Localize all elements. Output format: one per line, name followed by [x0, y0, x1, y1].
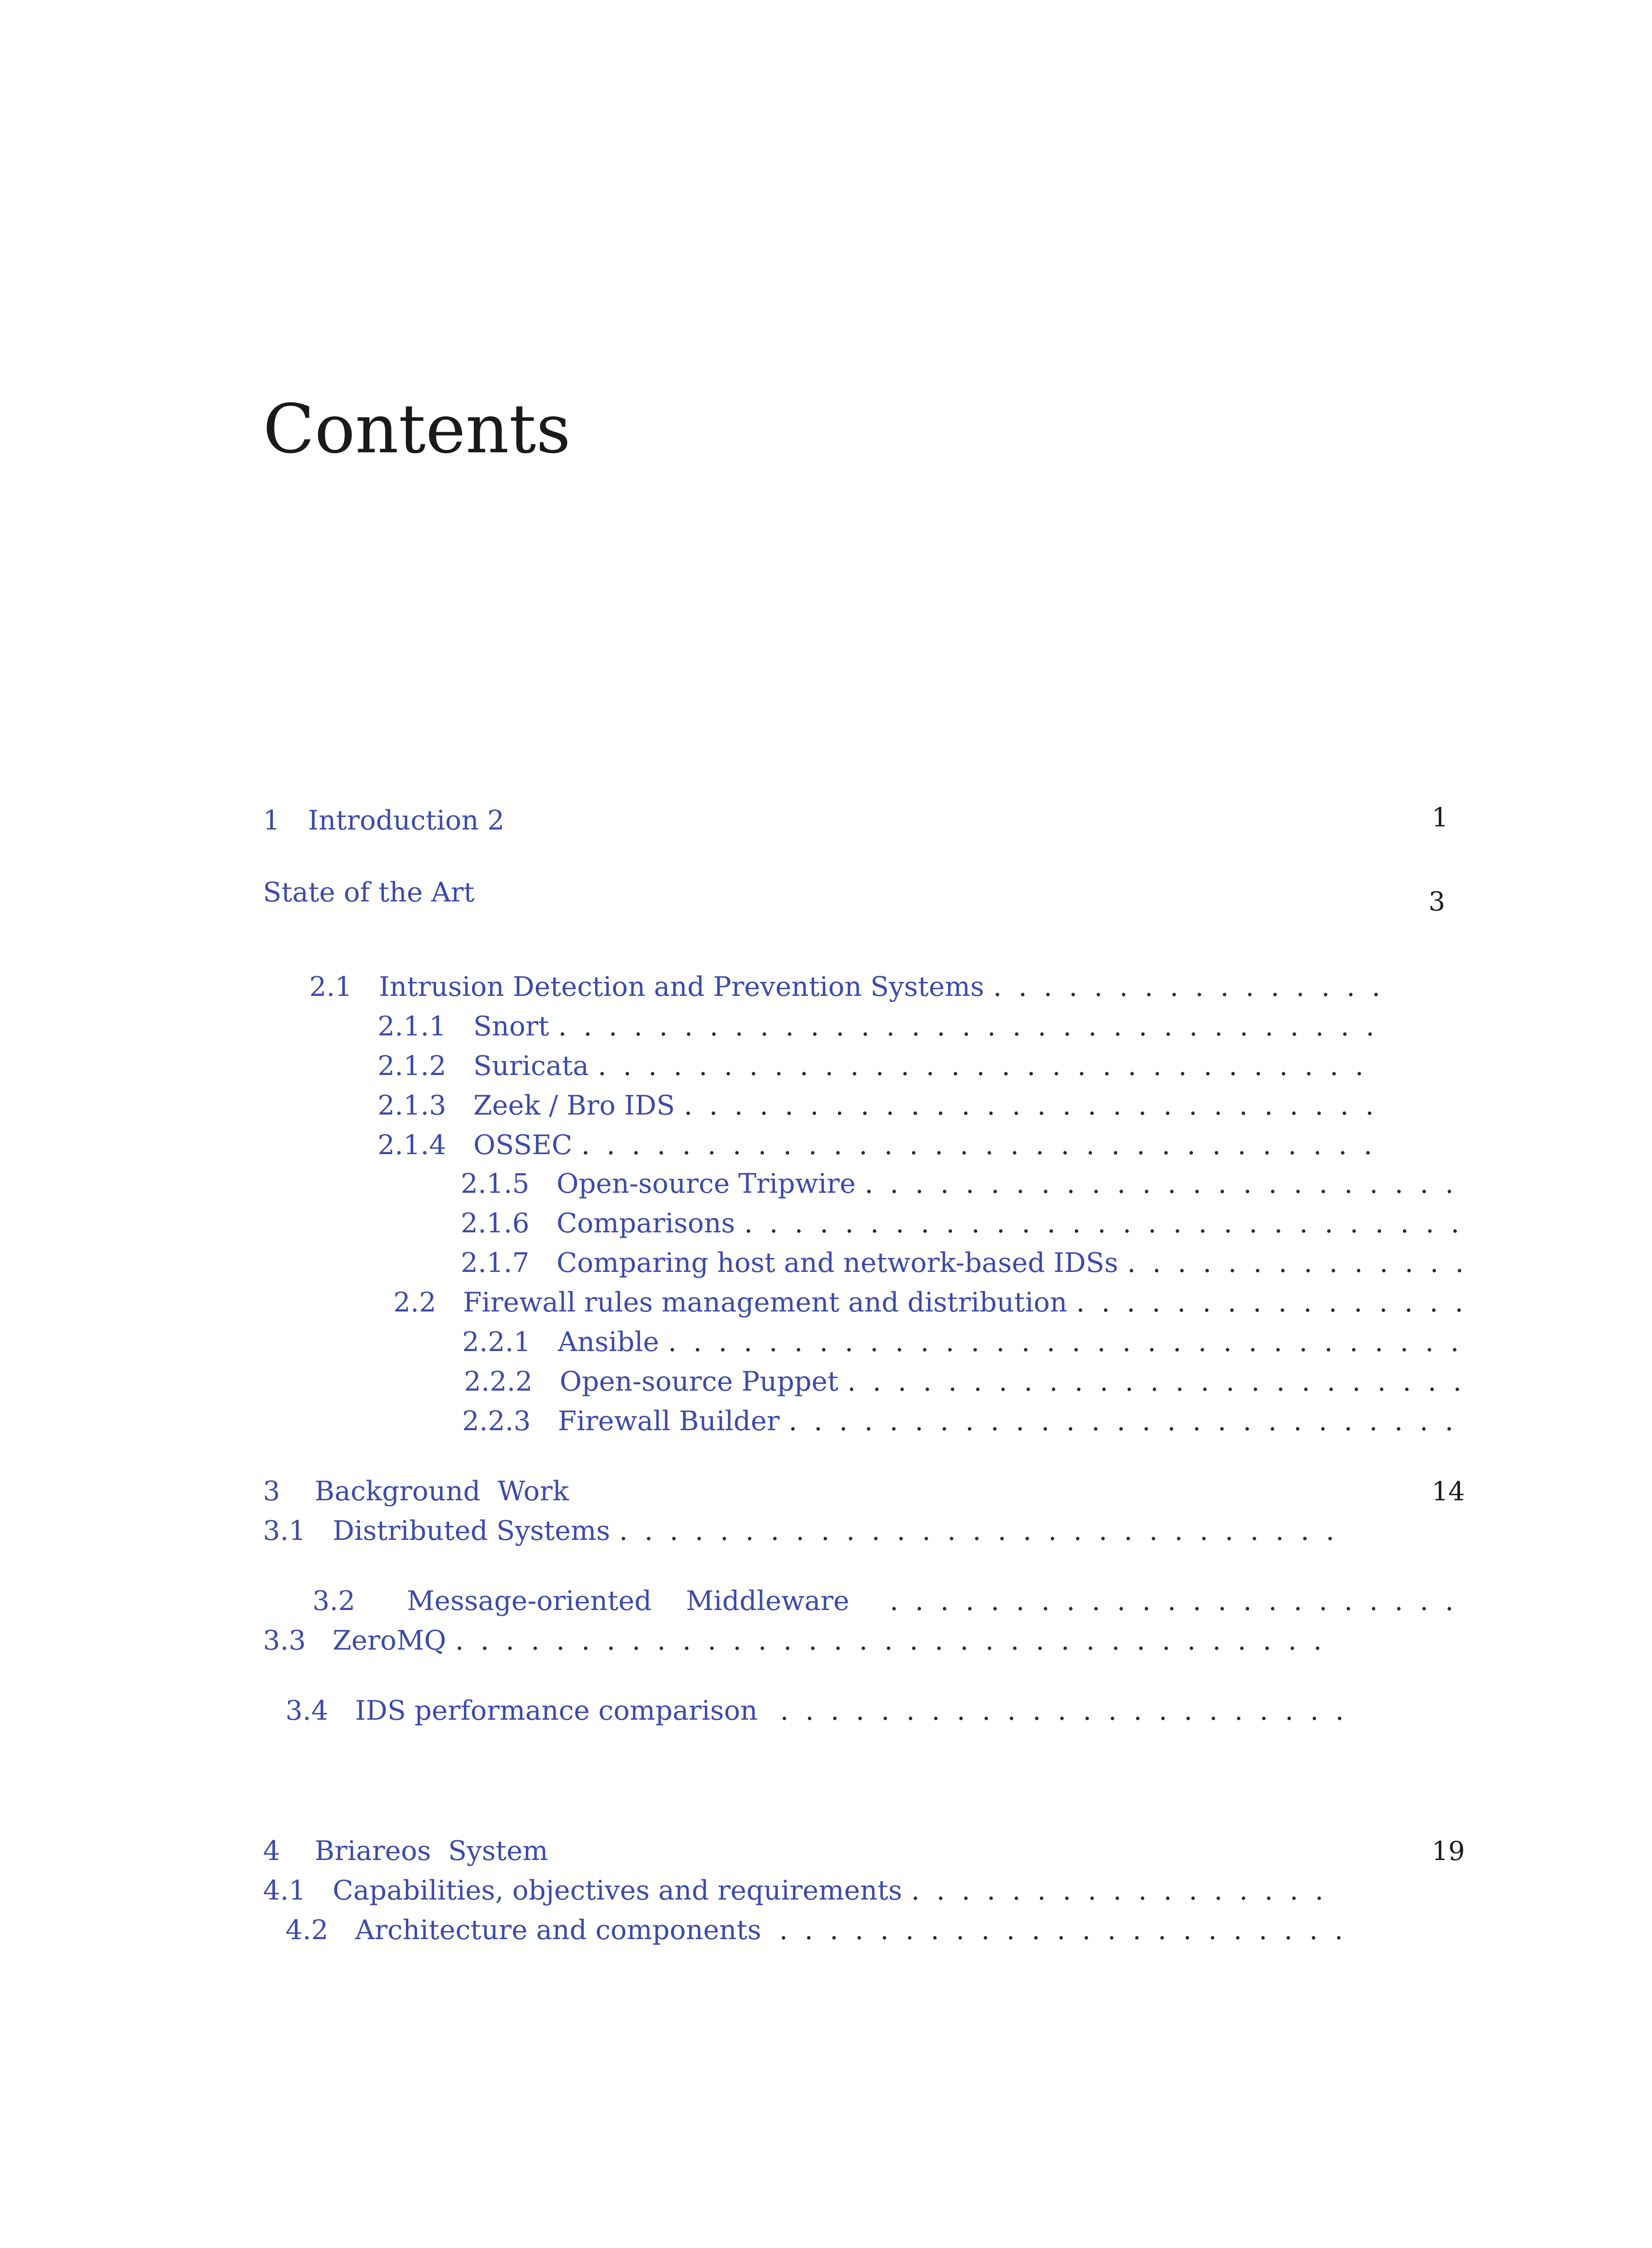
toc-label: Firewall Builder — [558, 1405, 780, 1437]
toc-leader-dots — [1067, 1287, 1465, 1318]
toc-number: 2.1 — [309, 971, 352, 1003]
toc-entry-section-2-2-1[interactable] — [462, 1326, 1465, 1358]
toc-label: OSSEC — [473, 1129, 573, 1161]
toc-leader-dots — [984, 971, 1380, 1003]
toc-entry-section-2-1-5[interactable] — [461, 1168, 1465, 1200]
toc-number: 3.3 — [263, 1625, 306, 1656]
toc-entry-section-4-2[interactable] — [285, 1914, 1355, 1946]
toc-entry-section-3-4[interactable] — [285, 1695, 1355, 1726]
toc-entry-section-2-1-4[interactable] — [378, 1129, 1380, 1161]
toc-label: Capabilities, objectives and requirements — [333, 1875, 902, 1906]
toc-label: Open-source Tripwire — [557, 1168, 856, 1200]
toc-entry-section-2-1-3[interactable] — [378, 1090, 1380, 1121]
toc-leader-dots — [761, 1914, 1355, 1946]
toc-entry-section-4-1[interactable] — [263, 1875, 1333, 1906]
toc-leader-dots — [589, 1050, 1380, 1082]
toc-page-number: 14 — [1432, 1476, 1465, 1507]
toc-entry-section-3-2[interactable] — [312, 1585, 1465, 1617]
toc-number: 3.2 — [312, 1585, 356, 1617]
toc-leader-dots — [572, 1129, 1380, 1161]
toc-entry-section-2-1-2[interactable] — [378, 1050, 1380, 1082]
toc-number: 2.1.4 — [378, 1129, 446, 1161]
toc-entry-section-2-1-6[interactable] — [461, 1208, 1465, 1239]
toc-entry-section-2-2-3[interactable] — [462, 1405, 1465, 1437]
toc-leader-dots — [610, 1515, 1333, 1547]
toc-leader-dots — [659, 1326, 1465, 1358]
toc-number: 2.1.1 — [378, 1011, 446, 1042]
toc-number: 2.1.6 — [461, 1208, 530, 1239]
toc-number: 3 — [263, 1476, 281, 1507]
toc-number: 2.2.3 — [462, 1405, 531, 1437]
page-title: Contents — [263, 390, 571, 468]
toc-label: Comparisons — [557, 1208, 735, 1239]
toc-leader-dots — [446, 1625, 1333, 1656]
toc-label: Open-source Puppet — [560, 1366, 838, 1397]
toc-number: 1 — [263, 805, 281, 836]
toc-entry-section-2-2[interactable] — [393, 1287, 1465, 1318]
toc-number: 2.1.5 — [461, 1168, 530, 1200]
toc-label: Background Work — [315, 1476, 569, 1507]
toc-label: Message-oriented Middleware — [407, 1585, 850, 1617]
toc-entry-chapter-1[interactable] — [263, 805, 504, 836]
toc-entry-section-2-1-1[interactable] — [378, 1011, 1380, 1042]
toc-page-number: 1 — [1432, 802, 1448, 833]
toc-label: Ansible — [558, 1326, 659, 1358]
toc-label: Snort — [473, 1011, 549, 1042]
toc-label: Distributed Systems — [333, 1515, 610, 1547]
toc-leader-dots — [779, 1405, 1465, 1437]
toc-number: 2.2.2 — [464, 1366, 533, 1397]
toc-number: 4.1 — [263, 1875, 306, 1906]
toc-label: IDS performance comparison — [355, 1695, 758, 1726]
toc-leader-dots — [549, 1011, 1380, 1042]
toc-number: 4.2 — [285, 1914, 329, 1946]
toc-leader-dots — [675, 1090, 1380, 1121]
toc-number: 4 — [263, 1835, 281, 1867]
toc-leader-dots — [855, 1168, 1465, 1200]
toc-label: Architecture and components — [355, 1914, 761, 1946]
toc-label: State of the Art — [263, 877, 475, 908]
toc-label: Comparing host and network-based IDSs — [557, 1247, 1118, 1279]
toc-page-number: 19 — [1432, 1836, 1465, 1866]
toc-number: 2.2.1 — [462, 1326, 531, 1358]
toc-number: 3.1 — [263, 1515, 306, 1547]
toc-entry-chapter-3[interactable] — [263, 1476, 569, 1507]
toc-leader-dots — [849, 1585, 1465, 1617]
toc-label: Firewall rules management and distribution — [463, 1287, 1068, 1318]
toc-number: 2.2 — [393, 1287, 436, 1318]
toc-entry-section-3-3[interactable] — [263, 1625, 1333, 1656]
toc-number: 2.1.7 — [461, 1247, 530, 1279]
toc-leader-dots — [735, 1208, 1465, 1239]
toc-number: 2.1.3 — [378, 1090, 446, 1121]
toc-entry-section-3-1[interactable] — [263, 1515, 1333, 1547]
toc-leader-dots — [757, 1695, 1355, 1726]
toc-entry-section-2-1-7[interactable] — [461, 1247, 1465, 1279]
toc-entry-section-2-2-2[interactable] — [464, 1366, 1465, 1397]
toc-leader-dots — [902, 1875, 1333, 1906]
toc-label: Intrusion Detection and Prevention Systems — [379, 971, 984, 1003]
toc-number: 2.1.2 — [378, 1050, 446, 1082]
toc-page-number: 3 — [1429, 886, 1445, 917]
toc-number: 3.4 — [285, 1695, 329, 1726]
toc-label: Introduction 2 — [308, 805, 505, 836]
toc-entry-section-2-1[interactable] — [309, 971, 1380, 1003]
toc-entry-chapter-2[interactable] — [263, 877, 475, 908]
toc-leader-dots — [1118, 1247, 1465, 1279]
toc-entry-chapter-4[interactable] — [263, 1835, 548, 1867]
toc-label: Suricata — [473, 1050, 589, 1082]
toc-label: ZeroMQ — [333, 1625, 446, 1656]
toc-label: Briareos System — [315, 1835, 548, 1867]
toc-leader-dots — [838, 1366, 1465, 1397]
toc-label: Zeek / Bro IDS — [473, 1090, 675, 1121]
